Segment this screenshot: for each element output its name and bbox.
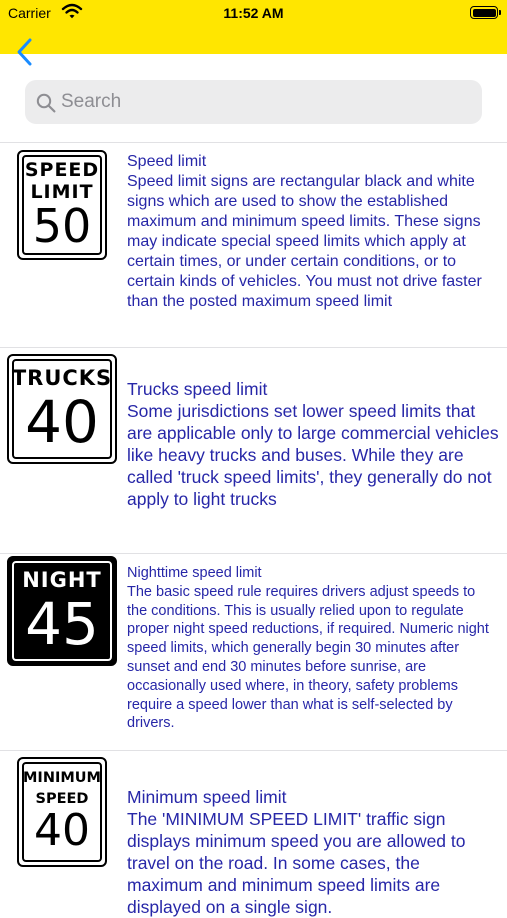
list-item[interactable] — [0, 553, 507, 750]
sign-text: LIMIT — [30, 181, 94, 203]
sign-number: 50 — [32, 199, 92, 253]
item-description: Speed limit signs are rectangular black and white signs which are used to show the established maximum and minimum speed limits. These signs may indicate special speed limits which apply at certain times, or under certain conditions, or to certain kinds of vehicles. You must not drive faster than the posted maximum speed limit — [127, 173, 482, 310]
speed-limit-sign-icon — [17, 150, 107, 260]
sign-number: 40 — [34, 805, 90, 856]
back-button[interactable] — [12, 36, 36, 68]
item-title: Nighttime speed limit — [127, 565, 262, 581]
search-input[interactable] — [61, 80, 471, 124]
clock: 11:52 AM — [223, 5, 284, 21]
search-bar[interactable] — [25, 80, 482, 124]
carrier-label: Carrier — [8, 5, 51, 21]
minimum-speed-sign-icon — [17, 757, 107, 867]
item-description: The 'MINIMUM SPEED LIMIT' traffic sign displays minimum speed you are allowed to travel on the road. In some cases, the maximum and minimum speed limits are displayed on a single sign. — [127, 809, 466, 917]
sign-number: 45 — [25, 589, 99, 658]
sign-list — [0, 142, 507, 917]
item-description: Some jurisdictions set lower speed limits that are applicable only to large commercial vehicles like heavy trucks and buses. While they are called 'truck speed limits', they generally do not apply to light trucks — [127, 401, 499, 509]
navigation-bar — [0, 0, 507, 54]
status-bar — [0, 0, 507, 28]
list-item[interactable] — [0, 142, 507, 347]
list-item[interactable] — [0, 750, 507, 917]
item-title: Speed limit — [127, 153, 207, 170]
trucks-speed-limit-sign-icon — [7, 354, 117, 464]
sign-text: NIGHT — [22, 567, 102, 592]
sign-text: MINIMUM — [23, 770, 101, 786]
item-title: Trucks speed limit — [127, 379, 268, 399]
chevron-left-icon — [12, 36, 36, 68]
sign-text: TRUCKS — [11, 365, 113, 390]
battery-icon — [470, 6, 498, 19]
night-speed-limit-sign-icon — [7, 556, 117, 666]
item-description: The basic speed rule requires drivers adjust speeds to the conditions. This is usually relied upon to regulate proper night speed reductions, if required. Numeric night speed limits, which generally begin 30 minutes after sunset and end 30 minutes before sunrise, are occasionally used where, in theory, safety problems require a speed lower than what is self-selected by drivers. — [127, 583, 489, 732]
sign-text: SPEED — [24, 159, 100, 181]
list-item[interactable] — [0, 347, 507, 553]
search-icon — [36, 93, 56, 113]
sign-number: 40 — [25, 387, 99, 456]
sign-text: SPEED — [35, 790, 89, 807]
item-title: Minimum speed limit — [127, 787, 287, 807]
